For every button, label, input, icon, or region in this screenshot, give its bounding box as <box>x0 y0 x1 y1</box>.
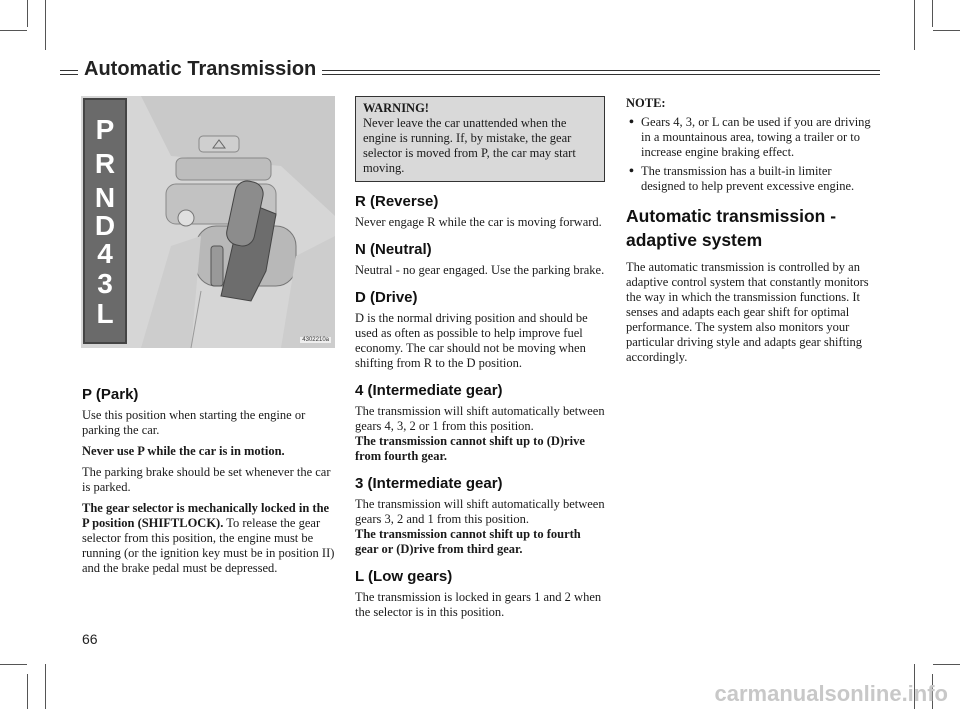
gear4-text <box>355 404 605 464</box>
gear-letter: N <box>94 182 116 213</box>
warning-box <box>355 96 605 182</box>
note-title: NOTE: <box>626 96 666 110</box>
gear-letter: L <box>96 298 114 329</box>
gear-letter: P <box>95 114 115 145</box>
park-heading: P (Park) <box>82 386 139 403</box>
low-text: The transmission is locked in gears 1 and 2 when the selector is in this position. <box>355 590 602 619</box>
gear3-text <box>355 497 605 557</box>
gear-position-strip <box>83 98 127 344</box>
gear-letter: 3 <box>97 268 113 299</box>
section-title: Automatic Transmission <box>78 58 322 81</box>
crop-mark <box>45 664 46 709</box>
warning-text: Never leave the car unattended when the engine is running. If, by mistake, the gear selector is moved from P, the car may start moving. <box>363 116 576 175</box>
shiftlock-bold: The gear selector is mechanically locked in the P position (SHIFTLOCK). <box>82 501 330 530</box>
warning-title: WARNING! <box>363 101 429 115</box>
gear3-text-normal: The transmission will shift automatically between gears 3, 2 and 1 from this position. <box>355 497 605 526</box>
adaptive-heading: Automatic transmission - adaptive system <box>626 206 837 250</box>
note-bullet: • The transmission has a built-in limiter designed to help prevent excessive engine. <box>626 164 878 194</box>
adaptive-text: The automatic transmission is controlled by an adaptive control system that constantly monitors the way in which the transmission functions. It senses and adapts each gear shift for optimal performance. The system also monitors your particular driving style and adapts gear shifting accordingly. <box>626 260 869 364</box>
photo-code: 4302210a <box>302 337 329 343</box>
shiftlock-rest: To release the gear selector from this position, the engine must be running (or the ignition key must be in position II) and the brake pedal must be depressed. <box>82 516 335 575</box>
gear-selector-photo <box>81 96 335 348</box>
gear3-text-bold: The transmission cannot shift up to fourth gear or (D)rive from third gear. <box>355 527 581 556</box>
neutral-heading: N (Neutral) <box>355 241 432 258</box>
gear-letter: 4 <box>97 238 113 269</box>
column-middle <box>355 96 605 626</box>
gear-letter: R <box>94 148 116 179</box>
note-bullet: • Gears 4, 3, or L can be used if you are driving in a mountainous area, towing a trailer or to increase engine braking effect. <box>626 115 878 160</box>
crop-mark <box>933 30 960 31</box>
reverse-heading: R (Reverse) <box>355 193 439 210</box>
gear4-heading: 4 (Intermediate gear) <box>355 382 503 399</box>
crop-mark <box>932 0 933 27</box>
crop-mark <box>0 30 27 31</box>
drive-heading: D (Drive) <box>355 289 418 306</box>
gear4-text-bold: The transmission cannot shift up to (D)rive from fourth gear. <box>355 434 585 463</box>
crop-mark <box>45 0 46 50</box>
crop-mark <box>0 664 27 665</box>
column-right <box>626 96 878 371</box>
reverse-text: Never engage R while the car is moving forward. <box>355 215 602 229</box>
page-number: 66 <box>82 631 98 647</box>
crop-mark <box>914 0 915 50</box>
crop-mark <box>933 664 960 665</box>
drive-text: D is the normal driving position and should be used as often as possible to help improve fuel economy. The car should not be moving when shifting from R to the D position. <box>355 311 588 370</box>
shiftlock-text <box>82 501 335 576</box>
watermark: carmanualsonline.info <box>714 681 948 706</box>
column-left <box>82 375 335 582</box>
park-warning-text: Never use P while the car is in motion. <box>82 444 285 458</box>
crop-mark <box>27 674 28 709</box>
crop-mark <box>27 0 28 27</box>
park-text: Use this position when starting the engine or parking the car. <box>82 408 306 437</box>
gear3-heading: 3 (Intermediate gear) <box>355 475 503 492</box>
section-header <box>60 58 880 86</box>
park-brake-text: The parking brake should be set whenever the car is parked. <box>82 465 331 494</box>
gear-letter: D <box>94 210 116 241</box>
gear4-text-normal: The transmission will shift automatically between gears 4, 3, 2 or 1 from this position. <box>355 404 605 433</box>
low-heading: L (Low gears) <box>355 568 453 585</box>
neutral-text: Neutral - no gear engaged. Use the parking brake. <box>355 263 605 277</box>
